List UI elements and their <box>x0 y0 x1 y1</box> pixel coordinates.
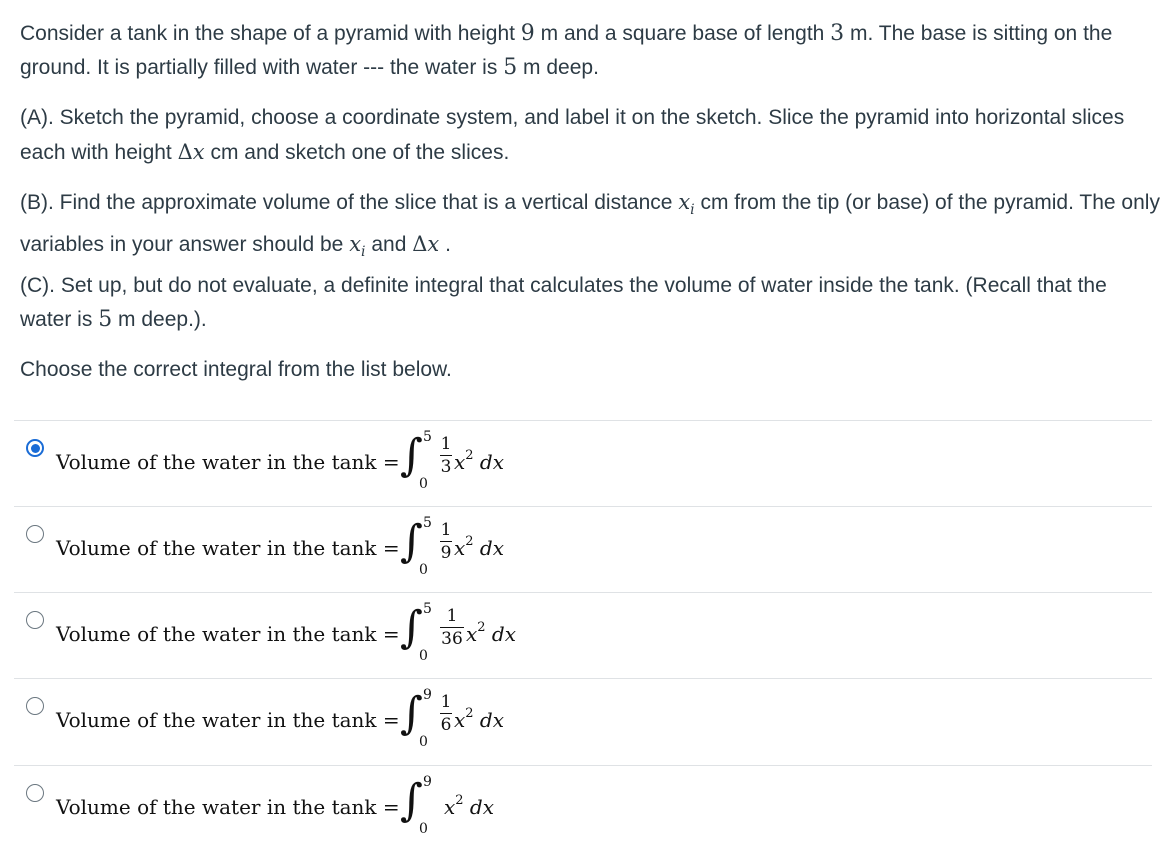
exponent: 2 <box>465 534 474 550</box>
integral-sign: ∫ <box>400 516 423 567</box>
integral-expression <box>56 593 616 679</box>
coefficient-fraction <box>440 606 464 649</box>
delta-symbol: Δ <box>177 140 193 164</box>
exponent: 2 <box>455 793 464 809</box>
choice-label: Volume of the water in the tank = <box>56 536 400 560</box>
integrand <box>444 795 494 819</box>
variable-x: x <box>192 140 205 164</box>
delta-symbol: Δ <box>412 232 428 257</box>
differential-dx: dx <box>473 536 505 560</box>
variable-x: x <box>454 708 466 732</box>
fraction-numerator: 1 <box>446 606 458 626</box>
lower-limit: 0 <box>419 734 428 750</box>
choice-label: Volume of the water in the tank = <box>56 450 400 474</box>
choice-label: Volume of the water in the tank = <box>56 708 400 732</box>
upper-limit: 9 <box>423 774 432 790</box>
part-c-text <box>20 269 1160 337</box>
water-depth-value: 5 <box>98 307 113 332</box>
variable-x: x <box>454 536 466 560</box>
integral-sign: ∫ <box>400 688 423 739</box>
lower-limit: 0 <box>419 821 428 837</box>
integral-sign: ∫ <box>400 430 423 481</box>
exponent: 2 <box>477 620 486 636</box>
variable-xi: x <box>349 232 362 257</box>
coefficient-fraction <box>440 692 452 735</box>
fraction-numerator: 1 <box>440 434 452 454</box>
radio-button[interactable] <box>26 525 44 543</box>
lower-limit: 0 <box>419 476 428 492</box>
coefficient-fraction <box>440 520 452 563</box>
fraction-bar <box>440 627 464 628</box>
text-segment: and <box>365 233 413 257</box>
fraction-bar <box>440 455 452 456</box>
upper-limit: 5 <box>423 601 432 617</box>
integrand <box>454 536 504 560</box>
integral-expression <box>56 766 616 852</box>
part-a-text <box>20 101 1160 170</box>
text-segment: . <box>439 233 451 257</box>
radio-button[interactable] <box>26 784 44 802</box>
answer-choice-2[interactable] <box>14 507 1152 593</box>
fraction-bar <box>440 713 452 714</box>
radio-button[interactable] <box>26 611 44 629</box>
text-segment: m deep. <box>517 56 599 79</box>
choice-label: Volume of the water in the tank = <box>56 795 400 819</box>
integral-sign: ∫ <box>400 775 423 826</box>
radio-selected[interactable] <box>26 439 44 457</box>
fraction-denominator: 3 <box>440 457 452 477</box>
answer-choice-1[interactable] <box>14 421 1152 507</box>
upper-limit: 5 <box>423 429 432 445</box>
integrand <box>454 450 504 474</box>
subscript-i: i <box>361 244 366 261</box>
text-segment: cm and sketch one of the slices. <box>204 141 510 164</box>
fraction-denominator: 6 <box>440 715 452 735</box>
water-depth-value: 5 <box>503 55 518 80</box>
text-segment: m deep.). <box>112 308 207 331</box>
coefficient-fraction <box>440 434 452 477</box>
integrand <box>466 622 516 646</box>
instruction-text: Choose the correct integral from the list below. <box>20 358 452 381</box>
differential-dx: dx <box>463 795 495 819</box>
upper-limit: 9 <box>423 687 432 703</box>
answer-choice-4[interactable] <box>14 679 1152 765</box>
integral-expression <box>56 421 616 507</box>
integral-expression <box>56 679 616 765</box>
upper-limit: 5 <box>423 515 432 531</box>
answer-choice-5[interactable] <box>14 766 1152 852</box>
variable-x: x <box>427 232 440 257</box>
lower-limit: 0 <box>419 562 428 578</box>
variable-x: x <box>454 450 466 474</box>
text-segment: (C). Set up, but do not evaluate, a definite integral that calculates the volume of water inside the tank. (Recall that the water is <box>20 274 1107 331</box>
problem-statement <box>20 17 1160 85</box>
text-segment: cm from the tip (or base) of the pyramid. The only variables in your answer should be <box>20 191 1160 257</box>
differential-dx: dx <box>485 622 517 646</box>
integral-expression <box>56 507 616 593</box>
text-segment: m and a square base of length <box>534 22 831 45</box>
subscript-i: i <box>690 202 695 219</box>
height-value: 9 <box>520 21 535 46</box>
exponent: 2 <box>465 706 474 722</box>
fraction-bar <box>440 541 452 542</box>
text-segment: (A). Sketch the pyramid, choose a coordinate system, and label it on the sketch. Slice the pyramid into horizontal slices each with height <box>20 106 1125 164</box>
variable-x: x <box>466 622 478 646</box>
differential-dx: dx <box>473 450 505 474</box>
lower-limit: 0 <box>419 648 428 664</box>
variable-xi: x <box>678 190 691 214</box>
text-segment: Consider a tank in the shape of a pyramid with height <box>20 22 521 45</box>
differential-dx: dx <box>473 708 505 732</box>
radio-button[interactable] <box>26 697 44 715</box>
text-segment: (B). Find the approximate volume of the slice that is a vertical distance <box>20 191 679 214</box>
integrand <box>454 708 504 732</box>
exponent: 2 <box>465 448 474 464</box>
fraction-numerator: 1 <box>440 520 452 540</box>
part-b-text <box>20 185 1160 269</box>
base-length-value: 3 <box>830 21 845 46</box>
fraction-denominator: 36 <box>441 629 463 649</box>
integral-sign: ∫ <box>400 602 423 653</box>
text-segment: m. The base is sitting on the ground. It is partially filled with water --- the water is <box>20 22 1113 79</box>
fraction-numerator: 1 <box>440 692 452 712</box>
answer-choice-3[interactable] <box>14 593 1152 679</box>
choice-label: Volume of the water in the tank = <box>56 622 400 646</box>
fraction-denominator: 9 <box>440 543 452 563</box>
variable-x: x <box>444 795 456 819</box>
